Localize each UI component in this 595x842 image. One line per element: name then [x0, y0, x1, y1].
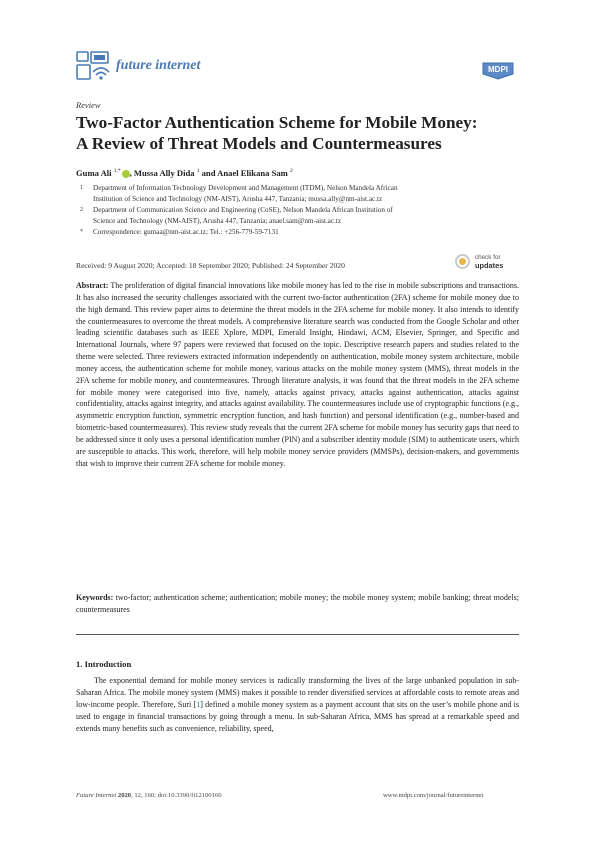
- affiliation-item: [76, 183, 526, 205]
- affiliation-line: Science and Technology (NM-AIST), Arusha 447, Tanzania; anael.sam@nm-aist.ac.tz: [93, 217, 342, 225]
- check-updates-line2: updates: [475, 261, 504, 270]
- author-affiliation-mark: 2: [290, 168, 293, 175]
- keywords-label: Keywords:: [76, 593, 114, 602]
- affiliation-line: Department of Communication Science and Engineering (CoSE), Nelson Mandela African Institution of: [93, 206, 393, 214]
- intro-paragraph: [76, 675, 519, 735]
- affiliation-line: Department of Information Technology Development and Management (ITDM), Nelson Mandela African: [93, 184, 398, 192]
- affiliation-mark: 2: [80, 207, 83, 213]
- intro-text: The exponential demand for mobile money services is radically transforming the lives of the large unbanked population in sub-Saharan Africa. The mobile money system (MMS) makes it possible to render diversified services at affordable costs to remote areas and low-income people. Therefore, Suri [: [76, 676, 519, 709]
- article-type: Review: [76, 100, 101, 110]
- check-updates-line1: check for: [475, 254, 501, 261]
- journal-name: future internet: [116, 58, 201, 73]
- intro-text: ] defined a mobile money system as a payment account that sits on the user’s mobile phone and is used to engage in financial transactions by going through a menu. In sub-Saharan Africa, MMS has spread at a remarkable speed and extends many benefits such as convenience, reliability, speed,: [76, 700, 519, 733]
- author-name: Anael Elikana Sam: [217, 168, 288, 178]
- author-list: [76, 168, 293, 178]
- journal-logo-icon: [76, 50, 110, 82]
- journal-logo: [76, 50, 110, 82]
- keywords: [76, 592, 519, 616]
- author-separator: ,: [129, 168, 134, 178]
- author-affiliation-mark: 1,*: [113, 168, 121, 175]
- publisher-logo: [480, 60, 516, 80]
- abstract-text: The proliferation of digital financial innovations like mobile money has led to the rise in mobile subscriptions and transactions. It has also increased the security challenges associated with the current two-factor authentication (2FA) scheme for mobile money due to the high demand. This review paper aims to determine the threat models in the 2FA scheme for mobile money. It also intends to identify the countermeasures to overcome the threat models. A comprehensive literature search was conducted from the Google Scholar and other leading scientific databases such as IEEE Xplore, MDPI, Emerald Insight, Hindawi, ACM, Elsevier, Springer, and Specific and International Journals, where 97 papers were reviewed that focused on the topic. Descriptive research papers and studies related to the theme were selected. Three reviewers extracted information independently on authentication, mobile money system architecture, mobile money access, the authentication scheme for mobile money, various attacks on the mobile money system (MMS), threat models in the 2FA scheme for mobile money, and countermeasures. Through literature analysis, it was found that the threat models in the 2FA scheme for mobile money were categorised into five, namely, attacks against privacy, attacks against authentication, attacks against confidentiality, attacks against integrity, and attacks against availability. The countermeasures include use of cryptographic functions (e.g., asymmetric encryption function, symmetric encryption function, and hash function) and personal identification (e.g., number-based and biometric-based countermeasures). This review study reveals that the current 2FA scheme for mobile money has security gaps that need to be addressed since it only uses a personal identification number (PIN) and a subscriber identity module (SIM) to authenticate users, which are susceptible to attacks. This work, therefore, will help mobile money service providers (MMSPs), decision-makers, and governments that wish to improve their current 2FA scheme for mobile money.: [76, 281, 519, 468]
- affiliation-mark: *: [80, 229, 83, 235]
- keywords-text: two-factor; authentication scheme; authentication; mobile money; the mobile money system; mobile banking; threat models; countermeasures: [76, 593, 520, 614]
- footer-url[interactable]: www.mdpi.com/journal/futureinternet: [383, 792, 484, 799]
- affiliation-item: [76, 227, 526, 238]
- author-affiliation-mark: 1: [196, 168, 200, 175]
- correspondence-line: Correspondence: gumaa@nm-aist.ac.tz; Tel.: +256-779-59-7131: [93, 228, 279, 236]
- paper-title: [76, 112, 536, 154]
- check-updates-dot-icon: [459, 258, 466, 265]
- orcid-icon[interactable]: [122, 170, 130, 178]
- footer-journal: Future Internet: [76, 792, 117, 799]
- title-line-2: A Review of Threat Models and Countermeasures: [76, 134, 442, 153]
- abstract: [76, 280, 519, 470]
- mdpi-logo-icon: [480, 60, 516, 80]
- footer-citation: [76, 792, 222, 799]
- publication-dates: Received: 9 August 2020; Accepted: 18 September 2020; Published: 24 September 2020: [76, 261, 345, 270]
- publisher-logo-text: MDPI: [488, 65, 508, 74]
- affiliation-line: Institution of Science and Technology (NM-AIST), Arusha 447, Tanzania; mussa.ally@nm-aist.ac.tz: [93, 195, 383, 203]
- affiliations: [76, 183, 526, 238]
- section-heading: 1. Introduction: [76, 659, 132, 669]
- author-name: Guma Ali: [76, 168, 112, 178]
- author-name: Mussa Ally Dida: [133, 168, 195, 178]
- title-line-1: Two-Factor Authentication Scheme for Mobile Money:: [76, 113, 478, 132]
- check-for-updates-badge[interactable]: [455, 253, 525, 273]
- affiliation-mark: 1: [80, 185, 83, 191]
- citation-link[interactable]: 1: [196, 700, 201, 709]
- section-divider: [76, 634, 519, 635]
- footer-doi: , 12, 160; doi:10.3390/fi12100160: [131, 792, 222, 799]
- footer-year: 2020: [117, 792, 132, 799]
- abstract-label: Abstract:: [76, 281, 109, 290]
- author-separator: and: [199, 168, 218, 178]
- affiliation-item: [76, 205, 526, 227]
